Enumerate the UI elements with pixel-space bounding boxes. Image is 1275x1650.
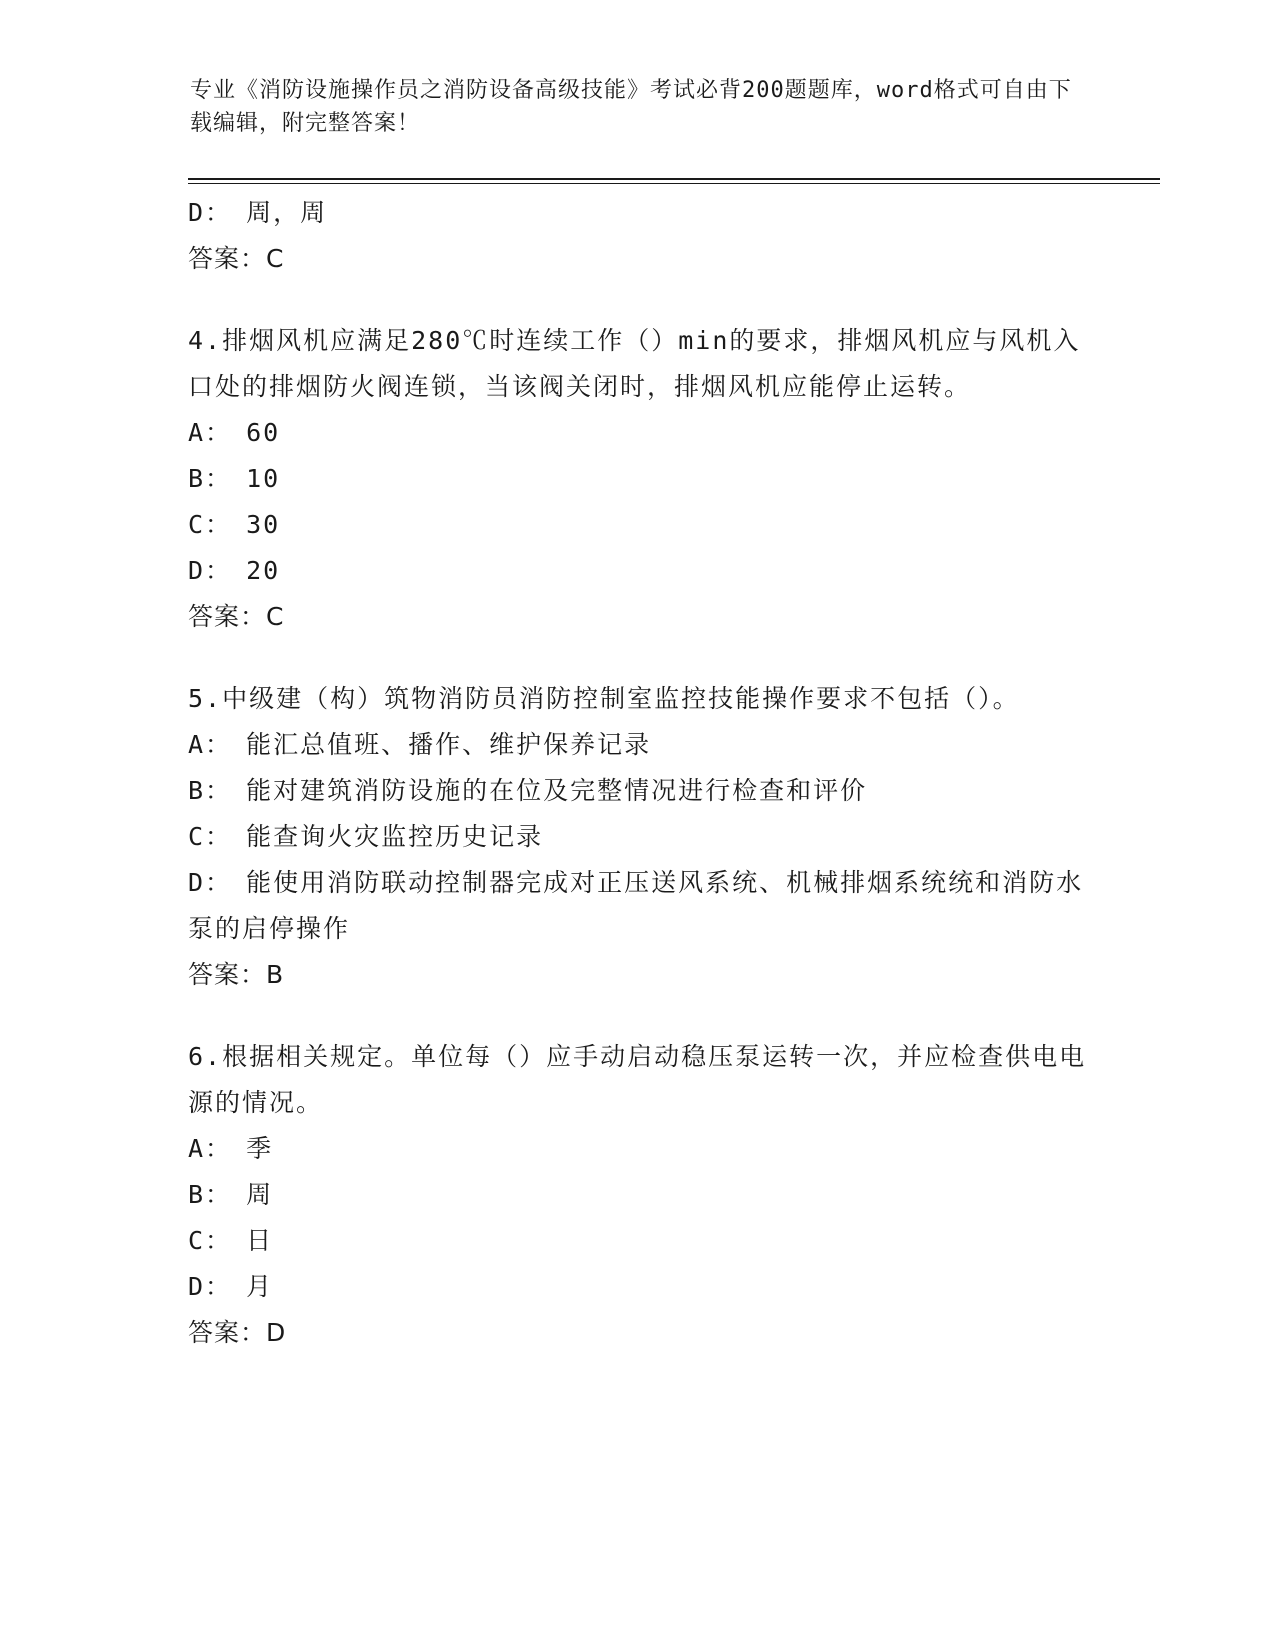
option-value: 月	[246, 1272, 274, 1301]
question-6-option-a	[188, 1126, 1088, 1172]
option-key: C：	[188, 510, 233, 539]
carryover-option	[188, 190, 1088, 236]
question-6-option-d	[188, 1264, 1088, 1310]
question-4-option-b	[188, 456, 1088, 502]
question-6-text: 6.根据相关规定。单位每（）应手动启动稳压泵运转一次，并应检查供电电源的情况。	[188, 1042, 1087, 1117]
option-value: 30	[246, 510, 281, 539]
question-5-option-d	[188, 860, 1088, 952]
option-value: 能对建筑消防设施的在位及完整情况进行检查和评价	[246, 776, 868, 805]
question-5-option-b	[188, 768, 1088, 814]
question-6-option-c	[188, 1218, 1088, 1264]
question-6-option-b	[188, 1172, 1088, 1218]
option-key: B：	[188, 776, 233, 805]
question-5-text: 5.中级建（构）筑物消防员消防控制室监控技能操作要求不包括（）。	[188, 684, 1020, 713]
question-4-option-a	[188, 410, 1088, 456]
option-value: 能使用消防联动控制器完成对正压送风系统、机械排烟系统统和消防水泵的启停操作	[188, 868, 1084, 943]
option-value: 能查询火灾监控历史记录	[246, 822, 544, 851]
document-header: 专业《消防设施操作员之消防设备高级技能》考试必背200题题库，word格式可自由下载编辑，附完整答案！	[190, 78, 1072, 136]
question-5-option-a	[188, 722, 1088, 768]
header-rule-thin	[188, 183, 1160, 184]
question-4-option-d	[188, 548, 1088, 594]
option-key: A：	[188, 418, 233, 447]
option-key: D：	[188, 198, 233, 227]
carryover-answer: 答案：C	[188, 244, 285, 273]
header-rule-thick	[188, 178, 1160, 180]
question-4-text: 4.排烟风机应满足280℃时连续工作（）min的要求，排烟风机应与风机入口处的排烟防火阀连锁，当该阀关闭时，排烟风机应能停止运转。	[188, 326, 1081, 401]
option-key: B：	[188, 464, 233, 493]
option-key: C：	[188, 822, 233, 851]
option-key: D：	[188, 868, 233, 897]
option-key: D：	[188, 556, 233, 585]
option-key: A：	[188, 1134, 233, 1163]
option-value: 周，周	[246, 198, 328, 227]
question-4-option-c	[188, 502, 1088, 548]
option-key: D：	[188, 1272, 233, 1301]
option-key: B：	[188, 1180, 233, 1209]
option-value: 20	[246, 556, 281, 585]
question-4-answer: 答案：C	[188, 602, 285, 631]
option-value: 10	[246, 464, 281, 493]
question-5-answer: 答案：B	[188, 960, 285, 989]
option-key: A：	[188, 730, 233, 759]
document-body	[188, 190, 1088, 1356]
option-value: 季	[246, 1134, 274, 1163]
option-value: 能汇总值班、播作、维护保养记录	[246, 730, 652, 759]
option-value: 日	[246, 1226, 274, 1255]
option-value: 周	[246, 1180, 274, 1209]
question-5-option-c	[188, 814, 1088, 860]
option-value: 60	[246, 418, 281, 447]
question-6-answer: 答案：D	[188, 1318, 287, 1347]
option-key: C：	[188, 1226, 233, 1255]
